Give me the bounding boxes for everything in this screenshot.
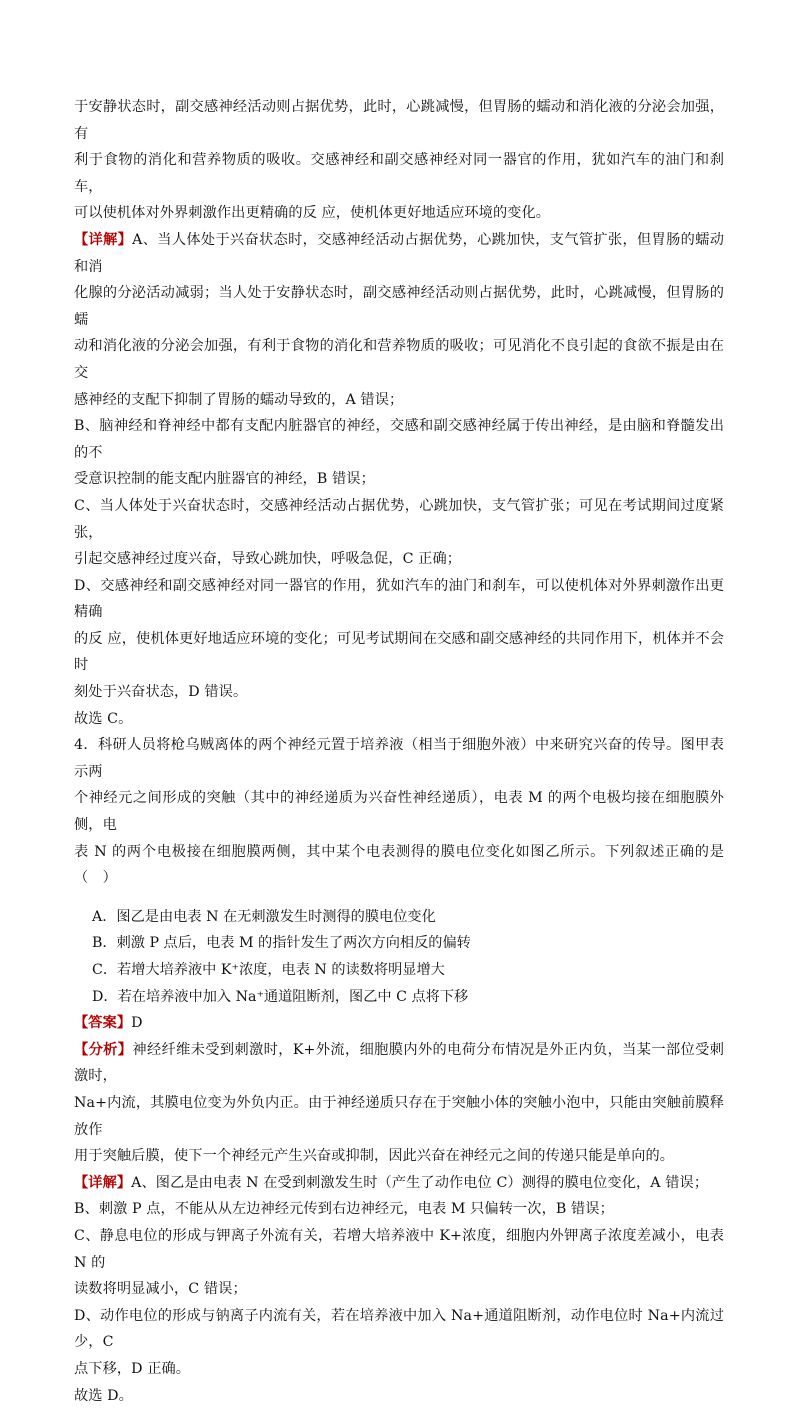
text-line: 的反 应，使机体更好地适应环境的变化；可见考试期间在交感和副交感神经的共同作用下，机体并不会时 (74, 626, 724, 679)
text-line: 可以使机体对外界刺激作出更精确的反 应，使机体更好地适应环境的变化。 (74, 200, 724, 227)
question-stem: 表 N 的两个电极接在细胞膜两侧，其中某个电表测得的膜电位变化如图乙所示。下列叙述正确的是（ ） (74, 839, 724, 892)
detail-a-line: 【详解】A、图乙是由电表 N 在受到刺激发生时（产生了动作电位 C）测得的膜电位变化，A 错误； (74, 1170, 724, 1197)
text-line: C、静息电位的形成与钾离子外流有关，若增大培养液中 K+浓度，细胞内外钾离子浓度差减小，电表 N 的 (74, 1223, 724, 1276)
conclusion: 故选 C。 (74, 706, 724, 733)
text-line: 化腺的分泌活动减弱；当人处于安静状态时，副交感神经活动则占据优势，此时，心跳减慢，但胃肠的蠕 (74, 280, 724, 333)
detail-tag: 【详解】 (74, 232, 132, 248)
analysis-tag: 【分析】 (74, 1042, 132, 1058)
question-stem: 4．科研人员将枪乌贼离体的两个神经元置于培养液（相当于细胞外液）中来研究兴奋的传导。图甲表示两 (74, 732, 724, 785)
analysis-line: 【分析】神经纤维未受到刺激时，K+外流，细胞膜内外的电荷分布情况是外正内负，当某一部位受刺激时， (74, 1037, 724, 1090)
text-line: 于安静状态时，副交感神经活动则占据优势，此时，心跳减慢，但胃肠的蠕动和消化液的分泌会加强，有 (74, 94, 724, 147)
option-b: B．刺激 P 点后，电表 M 的指针发生了两次方向相反的偏转 (92, 930, 724, 957)
text-line: B、刺激 P 点，不能从从左边神经元传到右边神经元，电表 M 只偏转一次，B 错误； (74, 1196, 724, 1223)
text-line: 受意识控制的能支配内脏器官的神经，B 错误； (74, 466, 724, 493)
option-c: C．若增大培养液中 K⁺浓度，电表 N 的读数将明显增大 (92, 957, 724, 984)
text-line: D、交感神经和副交感神经对同一器官的作用，犹如汽车的油门和刹车，可以使机体对外界刺激作出更精确 (74, 573, 724, 626)
options-list (74, 904, 724, 1010)
text-line: 利于食物的消化和营养物质的吸收。交感神经和副交感神经对同一器官的作用，犹如汽车的油门和刹车， (74, 147, 724, 200)
text-line: 读数将明显减小，C 错误； (74, 1276, 724, 1303)
text-line: 点下移，D 正确。 (74, 1356, 724, 1383)
text-line: D、动作电位的形成与钠离子内流有关，若在培养液中加入 Na+通道阻断剂，动作电位时 Na+内流过少，C (74, 1303, 724, 1356)
detail-a-line: 【详解】A、当人体处于兴奋状态时，交感神经活动占据优势，心跳加快，支气管扩张，但胃肠的蠕动和消 (74, 227, 724, 280)
detail-tag: 【详解】 (74, 1175, 131, 1191)
text-line: Na+内流，其膜电位变为外负内正。由于神经递质只存在于突触小体的突触小泡中，只能由突触前膜释放作 (74, 1090, 724, 1143)
text-line: C、当人体处于兴奋状态时，交感神经活动占据优势，心跳加快，支气管扩张；可见在考试期间过度紧张， (74, 493, 724, 546)
text-line: 感神经的支配下抑制了胃肠的蠕动导致的，A 错误； (74, 387, 724, 414)
answer-tag: 【答案】 (74, 1015, 131, 1031)
text-line: 动和消化液的分泌会加强，有利于食物的消化和营养物质的吸收；可见消化不良引起的食欲不振是由在交 (74, 333, 724, 386)
option-d: D．若在培养液中加入 Na⁺通道阻断剂，图乙中 C 点将下移 (92, 984, 724, 1011)
text-line: 刻处于兴奋状态，D 错误。 (74, 679, 724, 706)
answer-value: D (131, 1015, 142, 1031)
option-a: A．图乙是由电表 N 在无刺激发生时测得的膜电位变化 (92, 904, 724, 931)
text-line: 引起交感神经过度兴奋，导致心跳加快，呼吸急促，C 正确； (74, 546, 724, 573)
document-page (74, 94, 724, 1409)
answer-line (74, 1010, 724, 1037)
text-line: 用于突触后膜，使下一个神经元产生兴奋或抑制，因此兴奋在神经元之间的传递只能是单向的。 (74, 1143, 724, 1170)
conclusion: 故选 D。 (74, 1383, 724, 1409)
text-line: B、脑神经和脊神经中都有支配内脏器官的神经，交感和副交感神经属于传出神经，是由脑和脊髓发出的不 (74, 413, 724, 466)
question-stem: 个神经元之间形成的突触（其中的神经递质为兴奋性神经递质），电表 M 的两个电极均接在细胞膜外侧，电 (74, 785, 724, 838)
